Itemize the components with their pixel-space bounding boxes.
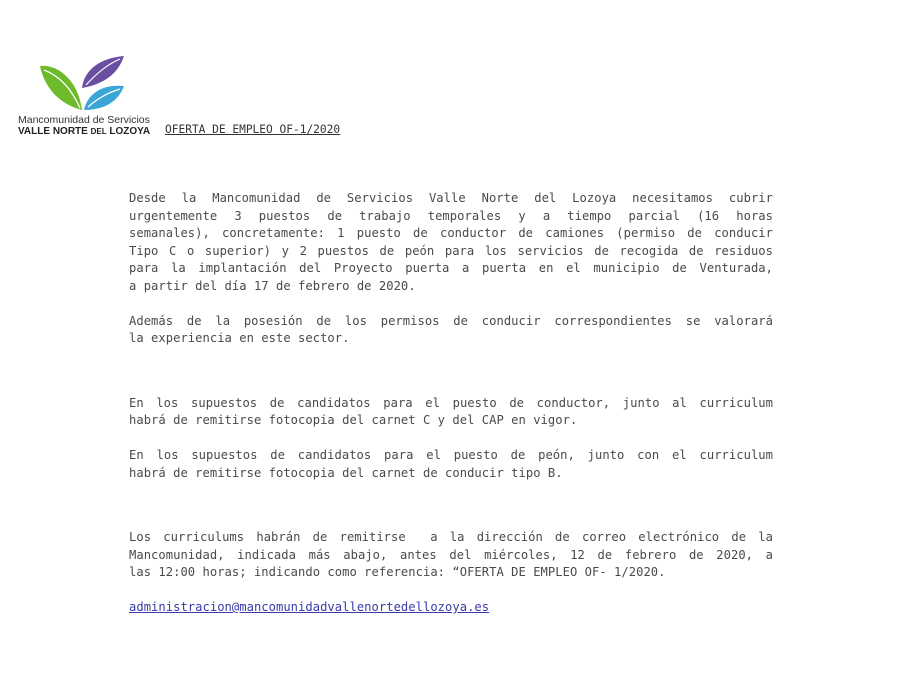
text-line: la experiencia en este sector. [129, 331, 350, 346]
paragraph-requirements [129, 313, 773, 348]
paragraph-laborer-candidates [129, 447, 773, 482]
text-line: Mancomunidad, indicada más abajo, antes del miércoles, 12 de febrero de 2020, a [129, 547, 773, 562]
text-line: urgentemente 3 puestos de trabajo temporales y a tiempo parcial (16 horas [129, 208, 773, 223]
paragraph-submission [129, 529, 773, 582]
text-line: a partir del día 17 de febrero de 2020. [129, 278, 416, 293]
leaves-icon [38, 54, 128, 112]
text-line: Desde la Mancomunidad de Servicios Valle Norte del Lozoya necesitamos cubrir [129, 191, 773, 205]
logo [14, 54, 164, 140]
text-line: En los supuestos de candidatos para el puesto de conductor, junto al curriculum [129, 395, 773, 410]
paragraph-driver-candidates [129, 395, 773, 430]
paragraph-intro [129, 190, 773, 296]
page-title: OFERTA DE EMPLEO OF-1/2020 [165, 123, 341, 136]
text-line: Tipo C o superior) y 2 puestos de peón para los servicios de recogida de residuos [129, 243, 773, 258]
logo-org-subname: VALLE NORTE DEL LOZOYA [18, 126, 151, 137]
text-line: semanales), concretamente: 1 puesto de conductor de camiones (permiso de conducir [129, 226, 773, 241]
document-body [129, 190, 773, 617]
text-line: Los curriculums habrán de remitirse a la dirección de correo electrónico de la [129, 530, 773, 545]
text-line: En los supuestos de candidatos para el puesto de peón, junto con el curriculum [129, 447, 773, 462]
text-line: habrá de remitirse fotocopia del carnet C y del CAP en vigor. [129, 413, 578, 428]
email-link[interactable]: administracion@mancomunidadvallenortedellozoya.es [129, 599, 490, 614]
logo-org-name: Mancomunidad de Servicios [18, 114, 150, 126]
text-line: habrá de remitirse fotocopia del carnet de conducir tipo B. [129, 465, 563, 480]
text-line: para la implantación del Proyecto puerta a puerta en el municipio de Venturada, [129, 261, 773, 276]
text-line: Además de la posesión de los permisos de conducir correspondientes se valorará [129, 313, 773, 328]
text-line: las 12:00 horas; indicando como referencia: “OFERTA DE EMPLEO OF- 1/2020. [129, 565, 666, 580]
